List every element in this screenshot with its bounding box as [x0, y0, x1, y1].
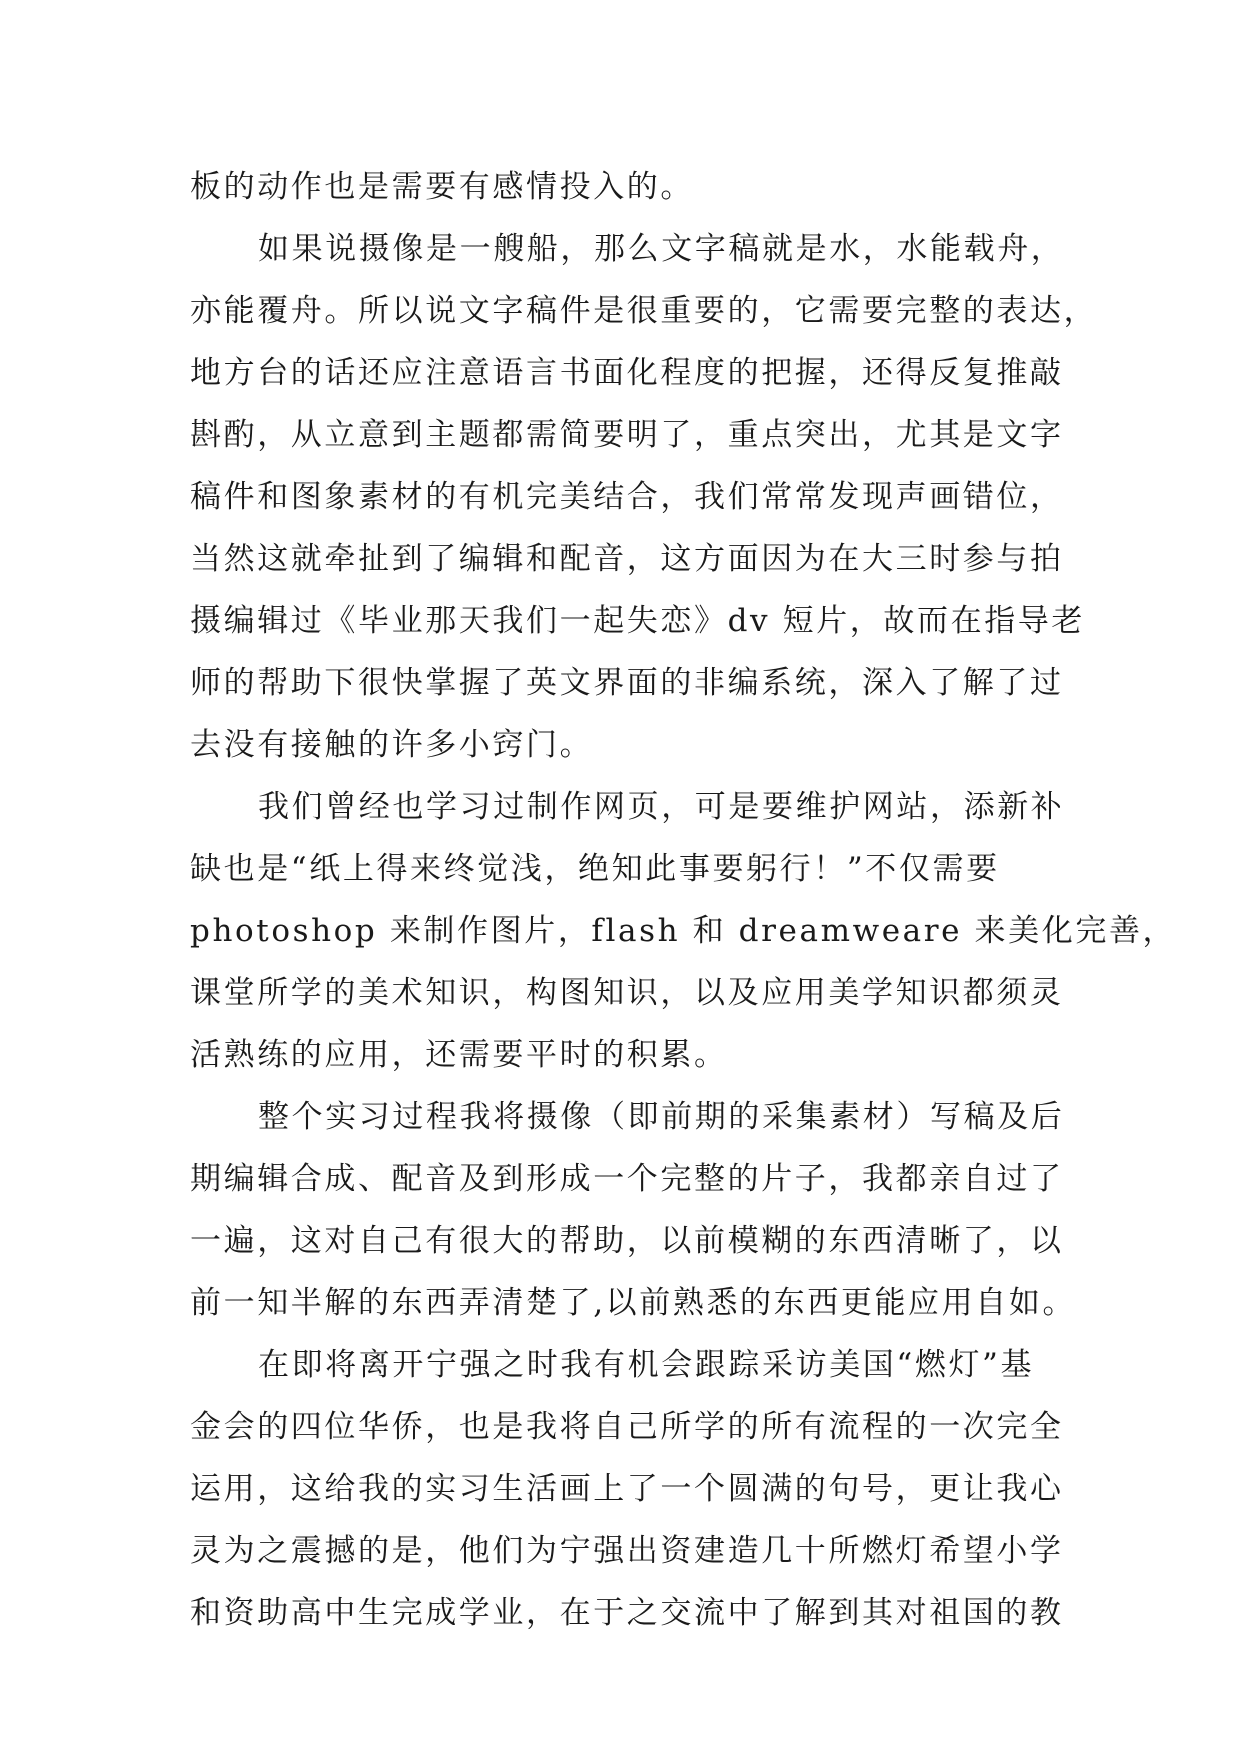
text-line: 金会的四位华侨，也是我将自己所学的所有流程的一次完全: [190, 1409, 1064, 1445]
text-line: 当然这就牵扯到了编辑和配音，这方面因为在大三时参与拍: [190, 541, 1064, 577]
text-line: 缺也是“纸上得来终觉浅，绝知此事要躬行！”不仅需要: [190, 851, 1000, 887]
text-line: 一遍，这对自己有很大的帮助，以前模糊的东西清晰了，以: [190, 1223, 1064, 1259]
text-line: 期编辑合成、配音及到形成一个完整的片子，我都亲自过了: [190, 1161, 1064, 1197]
text-line: photoshop 来制作图片，flash 和 dreamweare 来美化完善，: [190, 913, 1177, 949]
paragraph-start-line: 整个实习过程我将摄像（即前期的采集素材）写稿及后: [258, 1099, 1065, 1135]
text-line: 活熟练的应用，还需要平时的积累。: [190, 1037, 728, 1073]
text-line: 前一知半解的东西弄清楚了,以前熟悉的东西更能应用自如。: [190, 1285, 1077, 1321]
text-line: 斟酌，从立意到主题都需简要明了，重点突出，尤其是文字: [190, 417, 1064, 453]
text-line: 摄编辑过《毕业那天我们一起失恋》dv 短片，故而在指导老: [190, 603, 1086, 639]
text-line: 地方台的话还应注意语言书面化程度的把握，还得反复推敲: [190, 355, 1064, 391]
text-line: 课堂所学的美术知识，构图知识，以及应用美学知识都须灵: [190, 975, 1064, 1011]
text-line: 和资助高中生完成学业，在于之交流中了解到其对祖国的教: [190, 1595, 1064, 1631]
paragraph-start-line: 如果说摄像是一艘船，那么文字稿就是水，水能载舟，: [258, 231, 1065, 267]
paragraph-start-line: 在即将离开宁强之时我有机会跟踪采访美国“燃灯”基: [258, 1347, 1035, 1383]
document-body: [190, 156, 1177, 1644]
text-line: 去没有接触的许多小窍门。: [190, 727, 594, 763]
paragraph-start-line: 我们曾经也学习过制作网页，可是要维护网站，添新补: [258, 789, 1065, 825]
text-line: 师的帮助下很快掌握了英文界面的非编系统，深入了解了过: [190, 665, 1064, 701]
text-line: 亦能覆舟。所以说文字稿件是很重要的，它需要完整的表达，: [190, 293, 1098, 329]
text-line: 板的动作也是需要有感情投入的。: [190, 169, 694, 205]
text-line: 灵为之震撼的是，他们为宁强出资建造几十所燃灯希望小学: [190, 1533, 1064, 1569]
text-line: 运用，这给我的实习生活画上了一个圆满的句号，更让我心: [190, 1471, 1064, 1507]
text-line: 稿件和图象素材的有机完美结合，我们常常发现声画错位，: [190, 479, 1064, 515]
